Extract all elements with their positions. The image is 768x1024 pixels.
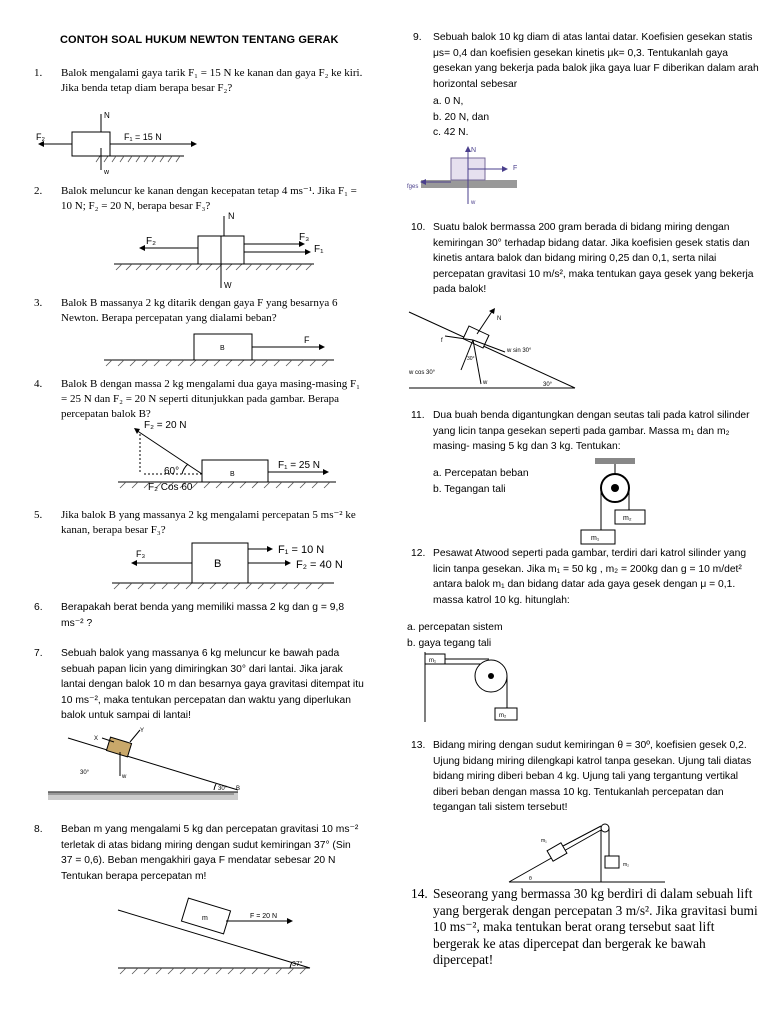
label-w: w — [122, 774, 127, 780]
label-m1: m₁ — [541, 838, 547, 844]
label-wsin: w sin 30° — [507, 348, 532, 354]
figure-9 — [405, 144, 535, 208]
figure-10 — [405, 306, 585, 392]
figure-3 — [104, 330, 344, 370]
question-number: 6. — [34, 602, 43, 613]
label-f1: F₁ = 25 N — [278, 460, 321, 471]
label-n: N — [497, 316, 502, 322]
label-f: f — [441, 338, 443, 344]
label-f2: F₂ = 20 N — [144, 420, 187, 431]
label-block: B — [214, 558, 222, 570]
label-f1: F₁ = 10 N — [278, 544, 325, 556]
question-text: Bidang miring dengan sudut kemiringan θ = 30º, koefisien gesek 0,2. Ujung bidang miring dilengkapi katrol tanpa gesekan. Ujung tali diatas bidang miring diberi beban 4 kg. Ujung tali yang tergantung vertikal diberi beban dengan massa 10 kg. Tentukanlah percepatan dan tegangan tali sistem tersebut! — [433, 740, 752, 814]
label-angle: 30° — [543, 382, 553, 388]
label-m2: m₂ — [623, 862, 630, 868]
option: a. percepatan sistem — [407, 622, 503, 633]
question-text: Berapakah berat benda yang memiliki massa 2 kg dan g = 9,8 ms⁻² ? — [61, 602, 345, 629]
label-f3: F₃ — [299, 232, 310, 243]
label-w: W — [224, 281, 232, 290]
label-w: w — [471, 200, 476, 206]
label-b: B — [236, 786, 241, 792]
label-f2: F₂ = 40 N — [296, 559, 343, 571]
label-f: F — [304, 335, 310, 345]
question-text: Beban m yang mengalami 5 kg dan percepatan gravitasi 10 ms⁻² terletak di atas bidang miring dengan sudut kemiringan 37° (Sin 37 = 0,6). Beban mengakhiri gaya F mendatar sebesar 20 N Tentukan berapa percepatan m! — [61, 824, 359, 882]
question-number: 1. — [34, 67, 43, 79]
label-angle-1: 30° — [80, 770, 90, 776]
figure-13 — [501, 820, 671, 886]
label-n: N — [228, 211, 235, 221]
figure-7 — [44, 726, 244, 804]
question-number: 11. — [411, 410, 425, 421]
question-text: Seseorang yang bermassa 30 kg berdiri di dalam sebuah lift yang bergerak dengan percepatan 3 m/s². Jika gravitasi bumi 10 ms⁻², maka tentukan berat orang tersebut saat lift bergerak ke atas dipercepat dan bergerak ke bawah dipercepat! — [433, 886, 758, 968]
label-theta: θ — [529, 876, 532, 882]
figure-11 — [575, 458, 655, 548]
question-text: Pesawat Atwood seperti pada gambar, terdiri dari katrol silinder yang licin tanpa gesekan. Jika m₁ = 50 kg , m₂ = 200kg dan g = 10 m/det² antara balok m₁ dan bidang datar ada gaya gesek dengan μ = 0,1. massa katrol 10 kg. hitunglah: — [433, 548, 747, 606]
question-number: 7. — [34, 648, 43, 659]
label-wcos: w cos 30° — [409, 370, 436, 376]
question-number: 9. — [413, 32, 422, 43]
label-inner: 30° — [467, 356, 475, 362]
label-f2: F₂ — [146, 236, 156, 247]
label-angle: 37° — [292, 961, 303, 968]
question-number: 4. — [34, 378, 43, 390]
question-number: 13. — [411, 740, 426, 751]
label-m: m — [202, 915, 208, 922]
label-f1: F₁ — [314, 244, 324, 255]
option: b. 20 N, dan — [433, 111, 490, 123]
label-f1: F₁ = 15 N — [124, 132, 162, 142]
label-f2: F₂ — [36, 132, 45, 142]
question-11-options — [433, 466, 529, 497]
question-text: Jika balok B yang massanya 2 kg mengalami percepatan 5 ms⁻² ke kanan, berapa besar F₃? — [61, 509, 356, 536]
label-angle-2: 30° — [218, 786, 228, 792]
label-m1: m₁ — [591, 535, 600, 542]
label-y: Y — [140, 728, 145, 734]
question-text: Balok mengalami gaya tarik F₁ = 15 N ke kanan dan gaya F₂ ke kiri. Jika benda tetap diam berapa besar F₂? — [61, 67, 363, 94]
figure-4 — [104, 418, 344, 496]
question-number: 14. — [411, 886, 428, 901]
question-number: 2. — [34, 185, 43, 197]
question-12-options — [407, 620, 503, 651]
page-title: CONTOH SOAL HUKUM NEWTON TENTANG GERAK — [60, 34, 339, 46]
question-text: Balok B massanya 2 kg ditarik dengan gaya F yang besarnya 6 Newton. Berapa percepatan yang dialami beban? — [61, 297, 338, 324]
label-angle: 60° — [164, 466, 180, 477]
label-m1: m₁ — [429, 658, 437, 664]
label-m2: m₂ — [623, 515, 632, 522]
option: a. Percepatan beban — [433, 468, 529, 479]
option: b. gaya tegang tali — [407, 637, 492, 649]
question-number: 10. — [411, 222, 426, 233]
question-text: Sebuah balok 10 kg diam di atas lantai datar. Koefisien gesekan statis μs= 0,4 dan koefisien gesekan kinetis μk= 0,3. Tentukanlah gaya gesekan yang bekerja pada balok jika gaya luar F diberikan dalam arah horizontal sebesar — [433, 32, 759, 90]
question-text: Dua buah benda digantungkan dengan seutas tali pada katrol silinder yang licin tanpa gesekan seperti pada gambar. Massa m₁ dan m₂ masing- masing 5 kg dan 3 kg. Tentukan: — [433, 410, 750, 453]
label-f: F = 20 N — [250, 913, 278, 920]
figure-2 — [94, 210, 324, 290]
label-block: B — [220, 345, 225, 352]
question-number: 5. — [34, 509, 43, 521]
label-f3: F₃ — [136, 549, 146, 559]
label-fges: fges — [407, 184, 419, 190]
option: c. 42 N. — [433, 127, 469, 139]
question-text: Sebuah balok yang massanya 6 kg meluncur ke bawah pada sebuah papan licin yang dimiringkan 30° dari lantai. Jika jarak lantai dengan balok 10 m dan besarnya gaya gravitasi ditempat itu 10 ms⁻², maka tentukan percepatan dan waktu yang diperlukan balok untuk sampai di lantai! — [61, 648, 364, 722]
question-number: 12. — [411, 548, 426, 559]
label-m2: m₂ — [499, 713, 507, 719]
question-9-options — [433, 94, 489, 141]
label-block: B — [230, 471, 235, 478]
figure-1 — [34, 108, 234, 178]
label-w: w — [104, 169, 110, 176]
question-number: 8. — [34, 824, 43, 835]
option: b. Tegangan tali — [433, 483, 506, 495]
option: a. 0 N, — [433, 96, 464, 107]
label-n: N — [104, 111, 110, 120]
figure-5 — [94, 535, 344, 595]
figure-12 — [421, 650, 521, 726]
question-text: Balok B dengan massa 2 kg mengalami dua gaya masing-masing F₁ = 25 N dan F₂ = 20 N seperti ditunjukkan pada gambar. Berapa percepatan balok B? — [61, 378, 360, 420]
label-n: N — [471, 147, 477, 154]
label-f: F — [513, 165, 518, 172]
question-number: 3. — [34, 297, 43, 309]
label-x: X — [94, 736, 99, 742]
figure-8 — [114, 896, 314, 976]
label-cos: F₂ Cos 60 — [148, 482, 193, 493]
label-w: w — [483, 380, 488, 386]
question-text: Suatu balok bermassa 200 gram berada di bidang miring dengan kemiringan 30° terhadap bidang datar. Jika koefisien gesek statis dan kinetis antara balok dan bidang miring 0,25 dan 0,1, serta nilai percepatan gravitasi 10 m/s², maka tentukan gaya gesek yang bekerja pada balok! — [433, 222, 754, 296]
question-text: Balok meluncur ke kanan dengan kecepatan tetap 4 ms⁻¹. Jika F₁ = 10 N; F₂ = 20 N, berapa besar F₃? — [61, 185, 357, 212]
